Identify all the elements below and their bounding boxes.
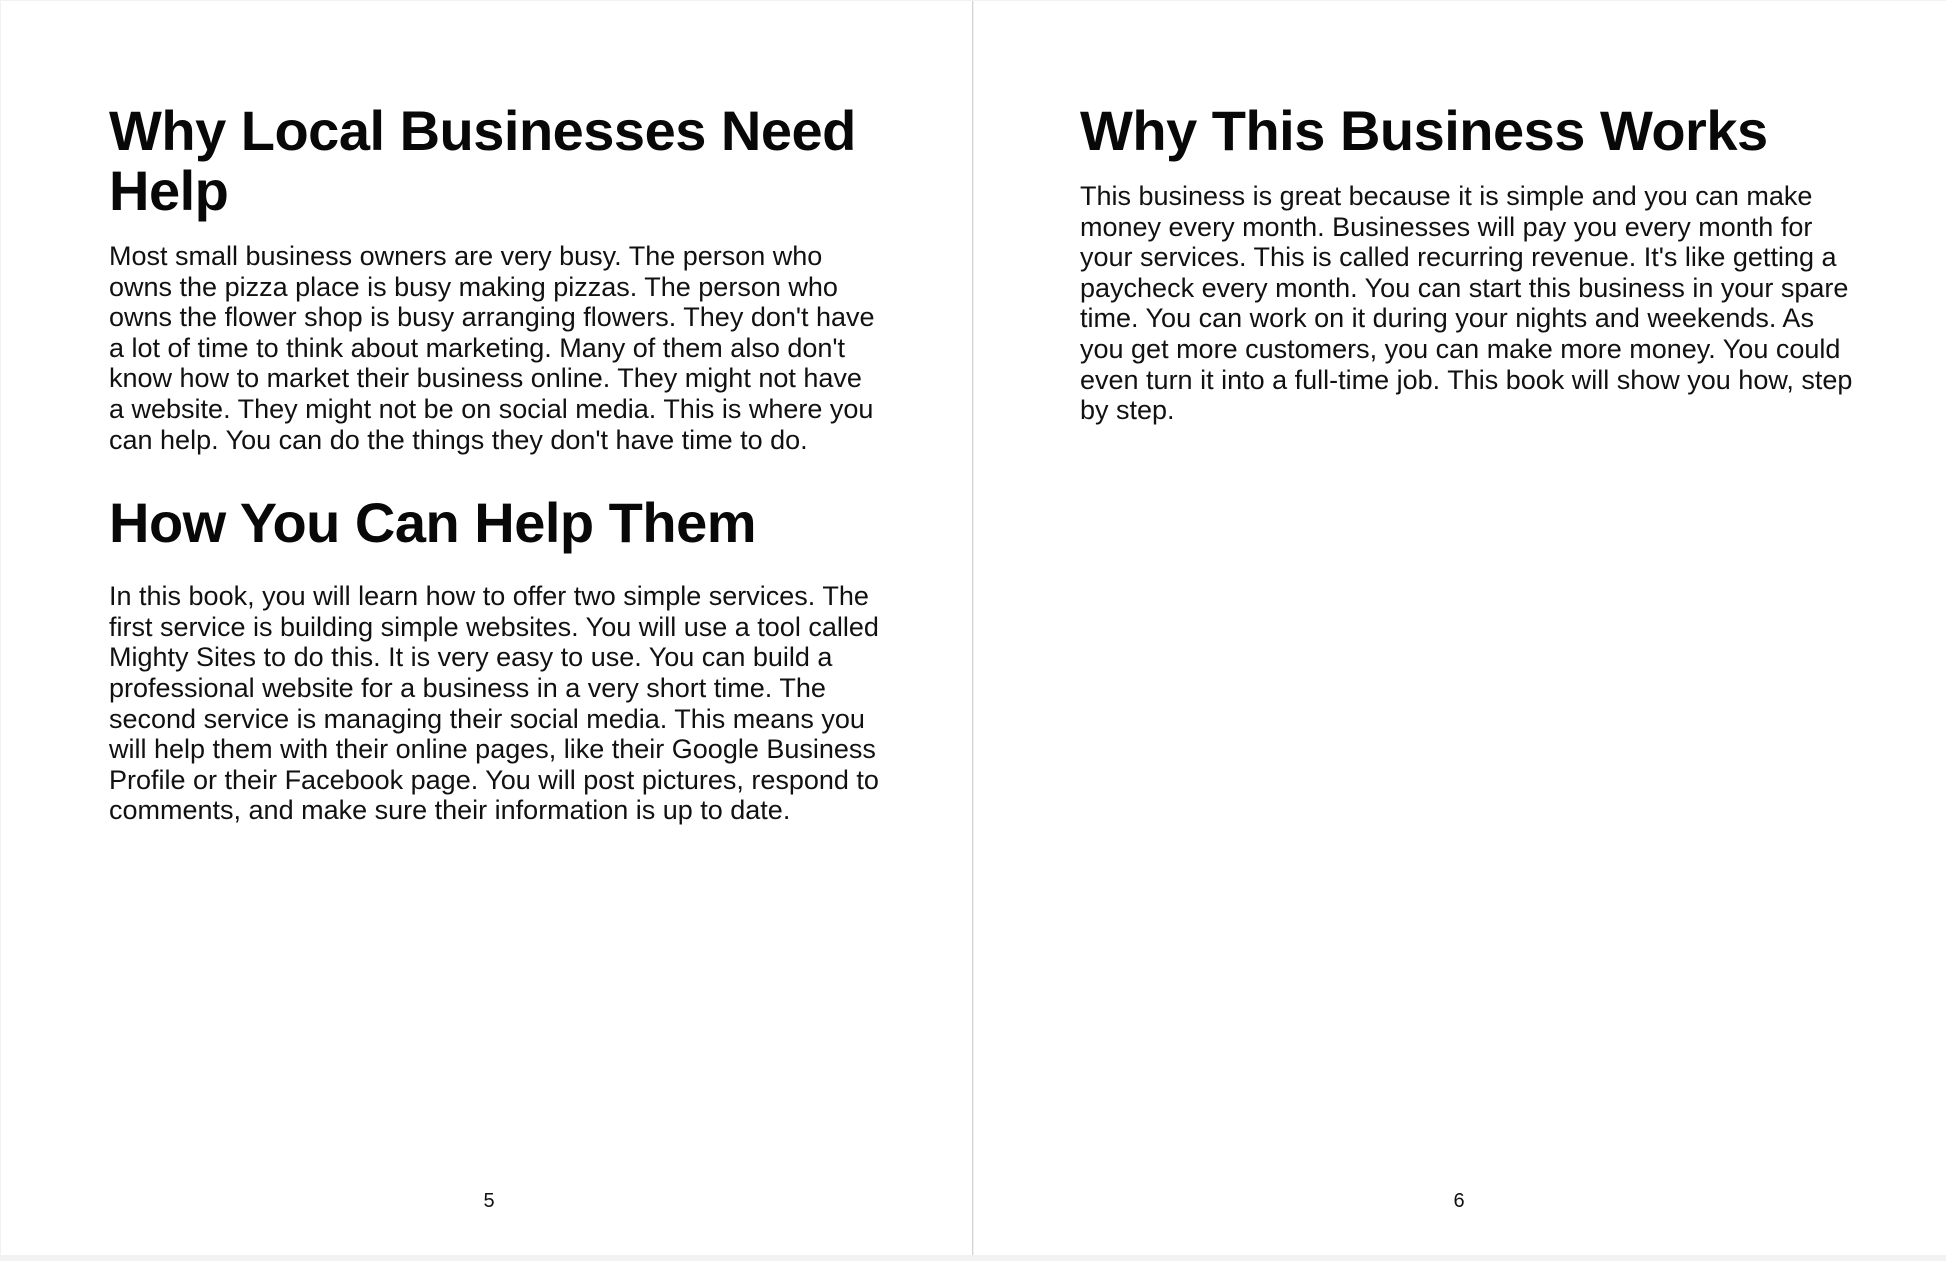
- section-heading-why-business-works: Why This Business Works: [1080, 99, 1768, 162]
- left-page-content: [109, 101, 879, 826]
- section-heading-local-businesses: Why Local Businesses Need Help: [109, 99, 856, 222]
- left-page: [1, 1, 973, 1255]
- right-page: [974, 1, 1946, 1255]
- page-number: 5: [483, 1190, 495, 1212]
- right-page-content: [1080, 101, 1860, 426]
- section-heading-how-you-can-help: How You Can Help Them: [109, 491, 757, 555]
- page-number: 6: [1453, 1190, 1465, 1212]
- body-paragraph: This business is great because it is simple and you can make money every month. Businesses will pay you every month for your services. This is called recurring revenue. It's like getting a paycheck every month. You can start this business in your spare time. You can work on it during your nights and weekends. As you get more customers, you can make more money. You could even turn it into a full-time job. This book will show you how, step by step.: [1080, 181, 1853, 426]
- body-paragraph: In this book, you will learn how to offer two simple services. The first service is building simple websites. You will use a tool called Mighty Sites to do this. It is very easy to use. You can build a professional website for a business in a very short time. The second service is managing their social media. This means you will help them with their online pages, like their Google Business Profile or their Facebook page. You will post pictures, respond to comments, and make sure their information is up to date.: [109, 581, 879, 826]
- body-paragraph: Most small business owners are very busy. The person who owns the pizza place is busy making pizzas. The person who owns the flower shop is busy arranging flowers. They don't have a lot of time to think about marketing. Many of them also don't know how to market their business online. They might not have a website. They might not be on social media. This is where you can help. You can do the things they don't have time to do.: [109, 241, 875, 455]
